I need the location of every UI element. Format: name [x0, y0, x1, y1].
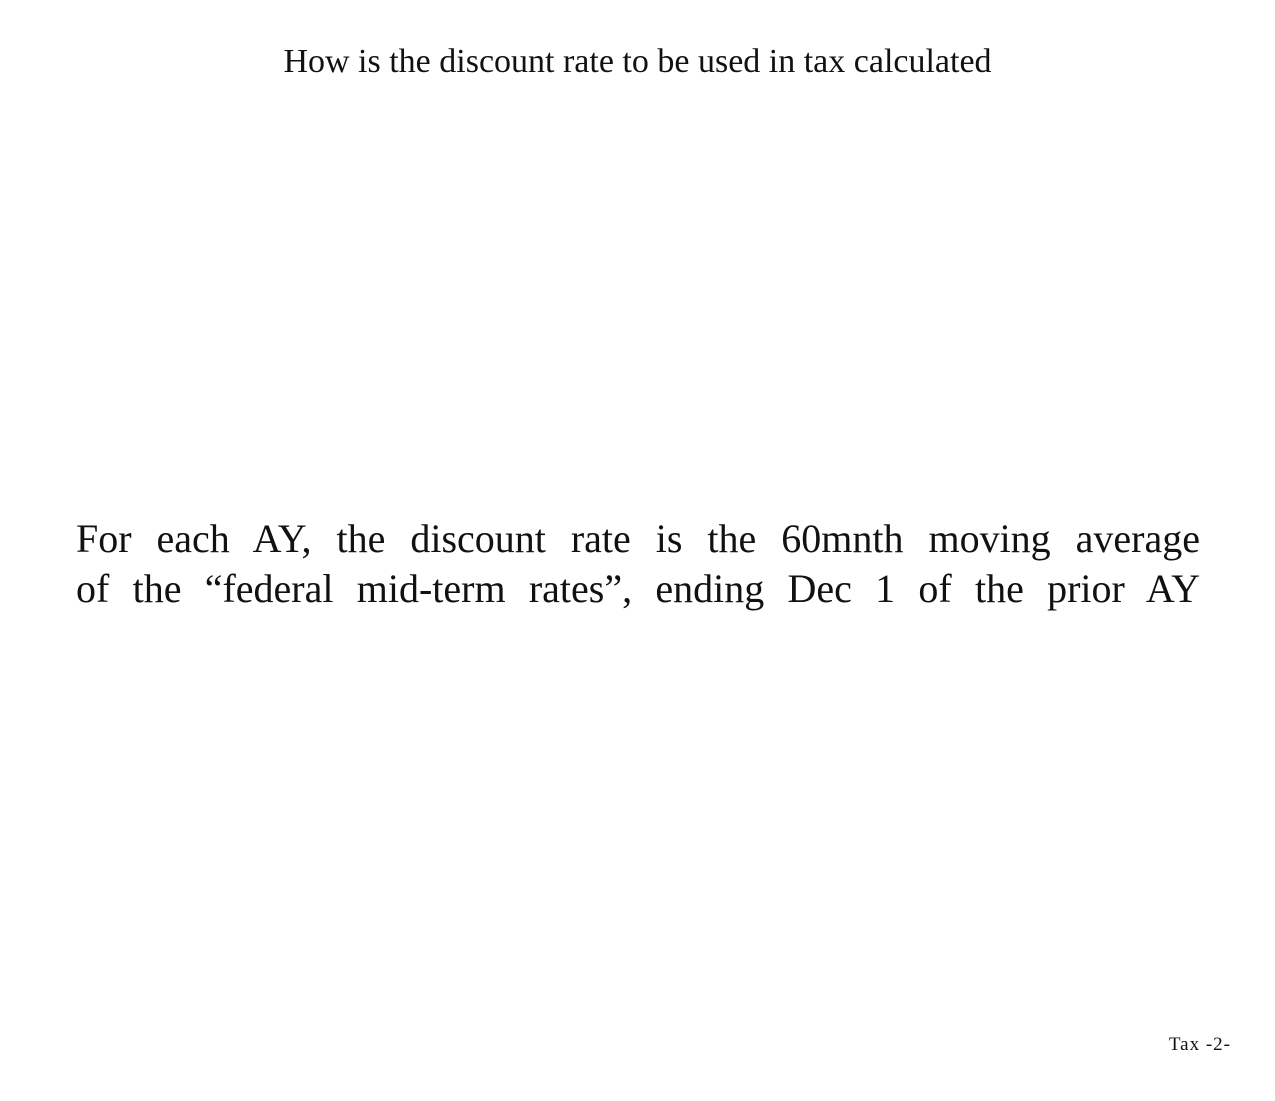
- body-line-2: of the “federal mid-term rates”, ending Dec 1 of the prior AY: [76, 566, 1200, 611]
- body-line-1: For each AY, the discount rate is the 60mnth moving average: [76, 516, 1200, 561]
- slide-title: How is the discount rate to be used in tax calculated: [283, 43, 992, 80]
- slide-body: [76, 514, 1200, 614]
- page-footer: Tax -2-: [1168, 1034, 1231, 1055]
